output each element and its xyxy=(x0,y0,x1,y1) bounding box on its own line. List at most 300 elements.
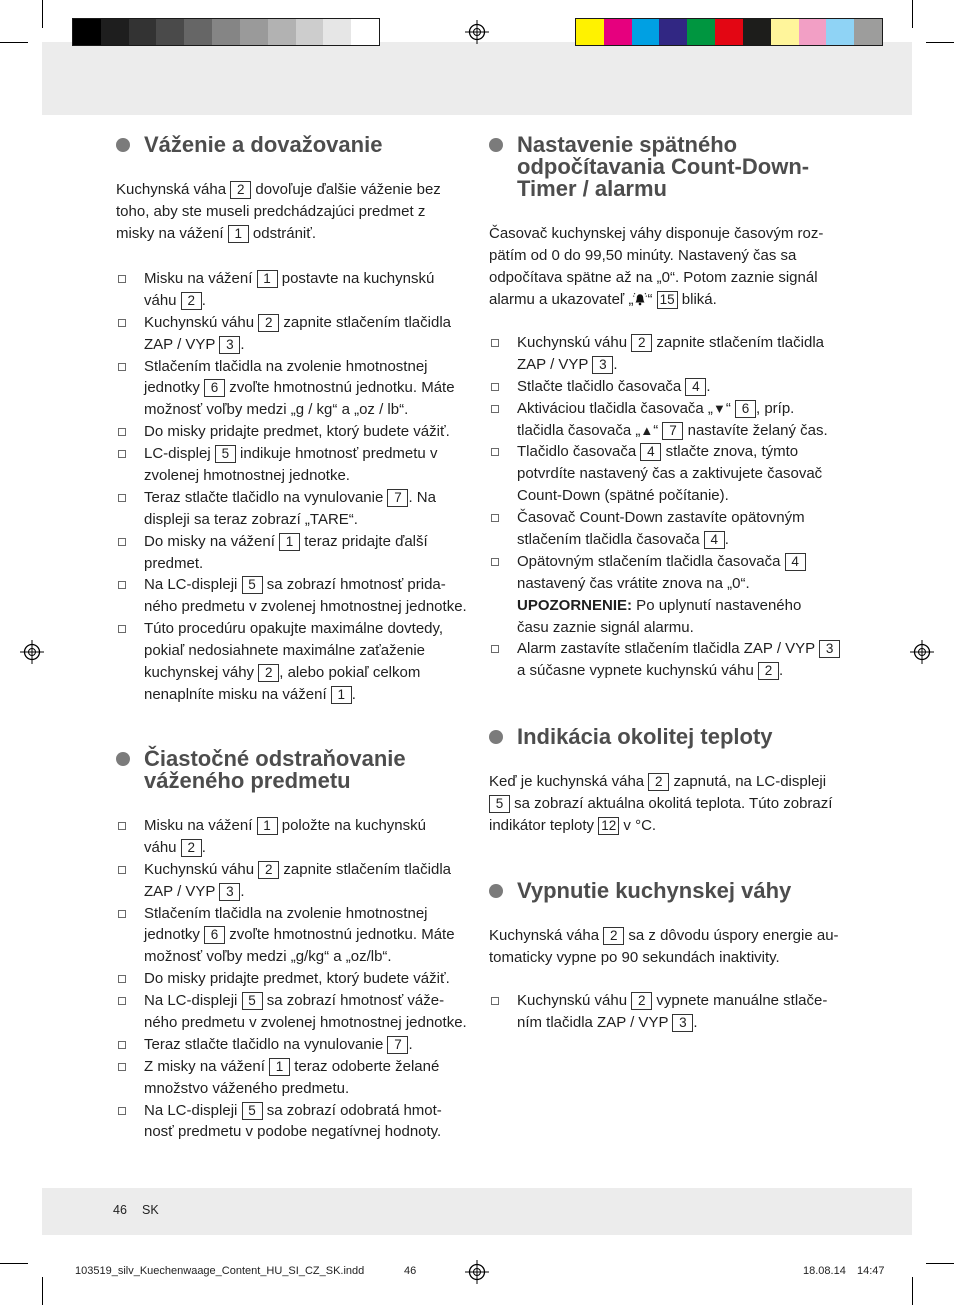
text-line xyxy=(144,487,467,509)
reference-number-box: 5 xyxy=(215,445,236,463)
square-bullet-icon xyxy=(118,625,126,633)
reference-number-box: 7 xyxy=(662,422,683,440)
text-run: odstrániť. xyxy=(248,224,317,242)
list-item xyxy=(116,312,467,356)
reference-number-box: 1 xyxy=(269,1058,290,1076)
text-run: času zaznie signál alarmu. xyxy=(517,618,694,636)
color-patch xyxy=(323,19,351,45)
text-line xyxy=(144,596,467,618)
grayscale-color-bar xyxy=(72,18,380,46)
list-item xyxy=(116,1034,467,1056)
text-line xyxy=(144,1100,467,1122)
switch-off-steps-list xyxy=(489,990,827,1034)
list-item xyxy=(489,398,840,442)
text-line xyxy=(144,574,467,596)
text-run: Indikácia okolitej teploty xyxy=(517,724,773,749)
text-run: ZAP / VYP xyxy=(144,335,220,353)
heading-partial-removal xyxy=(144,748,406,792)
color-patch xyxy=(799,19,827,45)
color-patch xyxy=(687,19,715,45)
text-line xyxy=(517,485,840,507)
text-line xyxy=(517,529,840,551)
text-line xyxy=(489,771,832,793)
text-run: . xyxy=(351,685,356,703)
text-run: . xyxy=(724,531,729,549)
square-bullet-icon xyxy=(118,363,126,371)
text-run: zapnite stlačením tlačidla xyxy=(279,860,452,878)
text-line xyxy=(517,617,840,639)
text-line xyxy=(489,289,823,311)
text-run: Aktiváciou tlačidla časovača „ xyxy=(517,399,713,417)
text-run: Timer / alarmu xyxy=(517,176,667,201)
color-patch xyxy=(73,19,101,45)
text-run: Stlačením tlačidla na zvolenie hmotnostnej xyxy=(144,904,428,922)
text-run: v °C. xyxy=(619,816,657,834)
text-run: ného predmetu v zvolenej hmotnostnej jednotke. xyxy=(144,598,467,616)
text-line xyxy=(517,156,809,178)
text-line xyxy=(489,267,823,289)
up-triangle-icon: ▲ xyxy=(640,422,654,438)
reference-number-box: 1 xyxy=(228,225,249,243)
color-patch xyxy=(715,19,743,45)
square-bullet-icon xyxy=(118,910,126,918)
text-run: Tlačidlo časovača xyxy=(517,443,641,461)
text-line xyxy=(144,662,467,684)
text-run: bliká. xyxy=(677,290,717,308)
text-run: Kuchynskú váhu xyxy=(144,313,259,331)
square-bullet-icon xyxy=(491,383,499,391)
text-run: Časovač Count-Down zastavíte opätovným xyxy=(517,509,805,527)
text-run: indikuje hmotnosť predmetu v xyxy=(235,445,438,463)
text-run: možnosť voľby medzi „g/kg“ a „oz/lb“. xyxy=(144,948,392,966)
text-run: sa zobrazí hmotnosť prida- xyxy=(262,576,446,594)
text-run: Čiastočné odstraňovanie xyxy=(144,746,406,771)
crop-mark xyxy=(926,42,954,43)
text-run: Váženie a dovažovanie xyxy=(144,132,383,157)
text-line xyxy=(517,441,840,463)
reference-number-box: 1 xyxy=(331,686,352,704)
text-run: nenaplníte misku na vážení xyxy=(144,685,331,703)
color-patch xyxy=(296,19,324,45)
crop-mark xyxy=(0,42,28,43)
registration-mark-icon xyxy=(465,20,489,44)
reference-number-box: 5 xyxy=(489,795,510,813)
text-run: sa zobrazí odobratá hmot- xyxy=(262,1101,442,1119)
reference-number-box: 7 xyxy=(387,489,408,507)
color-patch xyxy=(101,19,129,45)
reference-number-box: 6 xyxy=(204,926,225,944)
reference-number-box: 2 xyxy=(258,861,279,879)
heading-bullet-icon xyxy=(116,752,130,766)
square-bullet-icon xyxy=(118,1107,126,1115)
footer-band xyxy=(42,1188,912,1235)
partial-removal-steps-list xyxy=(116,815,467,1143)
square-bullet-icon xyxy=(118,1063,126,1071)
color-patch xyxy=(632,19,660,45)
square-bullet-icon xyxy=(491,997,499,1005)
timer-intro-paragraph xyxy=(489,223,823,311)
text-line xyxy=(144,268,467,290)
color-patch xyxy=(129,19,157,45)
heading-switch-off xyxy=(517,880,791,902)
text-run: sa zobrazí aktuálna okolitá teplota. Túto zobrazí xyxy=(510,794,833,812)
text-run: kuchynskej váhy xyxy=(144,664,259,682)
text-line xyxy=(489,223,823,245)
text-line xyxy=(144,531,467,553)
text-line xyxy=(144,290,467,312)
text-run: zvoľte hmotnostnú jednotku. Máte xyxy=(225,379,455,397)
text-run: Na LC-displeji xyxy=(144,1101,242,1119)
text-line xyxy=(517,726,773,748)
crop-mark xyxy=(912,1277,913,1305)
list-item xyxy=(489,332,840,376)
text-run: pätím od 0 do 99,50 minúty. Nastavený čas sa xyxy=(489,246,797,264)
text-run: “ xyxy=(725,399,735,417)
square-bullet-icon xyxy=(491,558,499,566)
text-line xyxy=(144,1012,467,1034)
text-line xyxy=(517,420,840,442)
registration-mark-icon xyxy=(20,640,44,664)
text-run: Kuchynskú váhu xyxy=(517,992,632,1009)
registration-mark-icon xyxy=(465,1260,489,1284)
square-bullet-icon xyxy=(118,1041,126,1049)
text-run: sa zobrazí hmotnosť váže- xyxy=(262,992,445,1010)
text-run: Do misky pridajte predmet, ktorý budete vážiť. xyxy=(144,423,450,441)
text-run: ZAP / VYP xyxy=(144,882,220,900)
text-run: Do misky pridajte predmet, ktorý budete vážiť. xyxy=(144,970,450,988)
reference-number-box: 6 xyxy=(204,379,225,397)
list-item xyxy=(489,551,840,639)
text-line xyxy=(144,134,382,156)
text-line xyxy=(144,640,467,662)
text-run: nosť predmetu v podobe negatívnej hodnoty. xyxy=(144,1123,442,1141)
text-run: alarmu a ukazovateľ „ xyxy=(489,290,634,308)
text-line xyxy=(144,903,467,925)
color-patch xyxy=(212,19,240,45)
reference-number-box: 4 xyxy=(685,378,706,396)
text-line xyxy=(489,245,823,267)
text-run: odpočítava spätne až na „0“. Potom zaznie signál xyxy=(489,268,818,286)
text-run: nastavený čas vrátite znova na „0“. xyxy=(517,574,750,592)
reference-number-box: 4 xyxy=(785,553,806,571)
text-line xyxy=(517,1012,827,1034)
color-patch xyxy=(184,19,212,45)
reference-number-box: 2 xyxy=(758,662,779,680)
text-line xyxy=(144,553,467,575)
text-run: Stlačením tlačidla na zvolenie hmotnostnej xyxy=(144,357,428,375)
heading-weighing-and-taring xyxy=(144,134,382,156)
text-run: jednotky xyxy=(144,926,205,944)
color-patch xyxy=(771,19,799,45)
text-run: postavte na kuchynskú xyxy=(277,270,435,287)
text-run: Na LC-displeji xyxy=(144,992,242,1010)
crop-mark xyxy=(926,1263,954,1264)
text-line xyxy=(517,354,840,376)
list-item xyxy=(116,487,467,531)
text-line xyxy=(517,660,840,682)
text-run: . xyxy=(693,1013,698,1031)
list-item xyxy=(489,376,840,398)
square-bullet-icon xyxy=(118,275,126,283)
text-run: . xyxy=(240,882,245,900)
note-label: UPOZORNENIE: xyxy=(517,596,633,614)
text-line xyxy=(144,881,467,903)
list-item xyxy=(116,443,467,487)
reference-number-box: 2 xyxy=(181,292,202,310)
text-run: stlačením tlačidla časovača xyxy=(517,531,704,549)
text-line xyxy=(144,1121,467,1143)
list-item xyxy=(489,990,827,1034)
reference-number-box: 1 xyxy=(257,270,278,288)
list-item xyxy=(116,531,467,575)
list-item xyxy=(116,356,467,422)
text-run: indikátor teploty xyxy=(489,816,599,834)
slug-file-name: 103519_silv_Kuechenwaage_Content_HU_SI_CZ_SK.indd xyxy=(75,1265,365,1277)
text-line xyxy=(517,551,840,573)
list-item xyxy=(116,968,467,990)
reference-number-box: 4 xyxy=(640,443,661,461)
text-run: tomaticky vypne po 90 sekundách inaktivity. xyxy=(489,948,780,966)
reference-number-box: 3 xyxy=(819,640,840,658)
list-item xyxy=(489,638,840,682)
color-patch xyxy=(240,19,268,45)
crop-mark xyxy=(0,1263,28,1264)
text-line xyxy=(489,793,832,815)
text-line xyxy=(489,815,832,837)
slug-date: 18.08.14 xyxy=(803,1265,846,1277)
color-patch xyxy=(854,19,882,45)
text-run: jednotky xyxy=(144,379,205,397)
color-patch xyxy=(351,19,379,45)
list-item xyxy=(489,507,840,551)
square-bullet-icon xyxy=(491,448,499,456)
text-run: Do misky na vážení xyxy=(144,532,280,550)
color-patch xyxy=(268,19,296,45)
text-run: Po uplynutí nastaveného xyxy=(632,596,802,614)
text-run: , príp. xyxy=(755,399,795,417)
text-run: váhu xyxy=(144,838,181,856)
list-item xyxy=(116,1056,467,1100)
text-run: stlačte znova, týmto xyxy=(661,443,799,461)
reference-number-box: 2 xyxy=(181,839,202,857)
reference-number-box: 12 xyxy=(598,817,619,835)
reference-number-box: 3 xyxy=(219,883,240,901)
text-run: misky na vážení xyxy=(116,224,228,242)
color-patch xyxy=(576,19,604,45)
text-line xyxy=(517,178,809,200)
text-run: . xyxy=(613,355,618,373)
crop-mark xyxy=(42,0,43,28)
reference-number-box: 15 xyxy=(657,291,678,309)
text-line xyxy=(144,465,467,487)
heading-bullet-icon xyxy=(489,138,503,152)
text-line xyxy=(517,376,840,398)
text-run: pokiaľ nedosiahnete maximálne zaťaženie xyxy=(144,642,426,660)
text-line xyxy=(517,398,840,420)
text-run: váženého predmetu xyxy=(144,768,351,793)
text-run: Alarm zastavíte stlačením tlačidla ZAP / VYP xyxy=(517,640,820,658)
text-run: toho, aby ste museli predchádzajúci predmet z xyxy=(116,202,426,220)
text-run: Nastavenie spätného xyxy=(517,132,738,157)
text-run: sa z dôvodu úspory energie au- xyxy=(624,927,839,944)
text-line xyxy=(517,595,840,617)
text-line xyxy=(116,223,441,245)
text-line xyxy=(517,990,827,1012)
reference-number-box: 3 xyxy=(672,1014,693,1032)
text-run: . xyxy=(408,1035,413,1053)
square-bullet-icon xyxy=(491,645,499,653)
text-run: Teraz stlačte tlačidlo na vynulovanie xyxy=(144,488,388,506)
reference-number-box: 5 xyxy=(242,992,263,1010)
text-line xyxy=(517,573,840,595)
heading-temperature-indication xyxy=(517,726,773,748)
text-line xyxy=(517,134,809,156)
text-run: ním tlačidla ZAP / VYP xyxy=(517,1013,673,1031)
text-run: váhu xyxy=(144,291,181,309)
reference-number-box: 2 xyxy=(631,334,652,352)
text-run: Túto procedúru opakujte maximálne dovtedy, xyxy=(144,620,444,638)
list-item xyxy=(116,990,467,1034)
heading-bullet-icon xyxy=(489,730,503,744)
text-line xyxy=(144,1078,467,1100)
reference-number-box: 2 xyxy=(648,773,669,791)
text-run: teraz pridajte ďalší xyxy=(300,532,428,550)
text-run: zapnite stlačením tlačidla xyxy=(279,313,452,331)
list-item xyxy=(116,421,467,443)
text-run: . xyxy=(778,662,784,680)
text-line xyxy=(144,968,467,990)
list-item xyxy=(116,618,467,706)
reference-number-box: 1 xyxy=(257,817,278,835)
page-number: 46 xyxy=(113,1203,127,1217)
text-run: Teraz stlačte tlačidlo na vynulovanie xyxy=(144,1035,388,1053)
text-run: . xyxy=(706,377,711,395)
text-line xyxy=(144,837,467,859)
text-run: LC-displej xyxy=(144,445,215,463)
text-run: zapnite stlačením tlačidla xyxy=(652,334,825,351)
text-line xyxy=(144,618,467,640)
text-run: . xyxy=(201,838,206,856)
square-bullet-icon xyxy=(491,514,499,522)
square-bullet-icon xyxy=(118,319,126,327)
text-line xyxy=(144,748,406,770)
square-bullet-icon xyxy=(118,428,126,436)
text-run: zvolenej hmotnostnej jednotke. xyxy=(144,467,350,485)
text-line xyxy=(144,1056,467,1078)
text-run: Stlačte tlačidlo časovača xyxy=(517,377,686,395)
reference-number-box: 5 xyxy=(242,576,263,594)
text-line xyxy=(144,859,467,881)
text-run: , alebo pokiaľ celkom xyxy=(279,664,421,682)
text-run: a súčasne vypnete kuchynskú váhu xyxy=(517,662,758,680)
text-line xyxy=(144,443,467,465)
text-run: ZAP / VYP xyxy=(517,355,593,373)
crop-mark xyxy=(42,1277,43,1305)
text-run: Kuchynskú váhu xyxy=(144,860,259,878)
alarm-bell-icon xyxy=(633,292,647,306)
text-run: Kuchynská váha xyxy=(116,181,231,198)
text-run: Misku na vážení xyxy=(144,817,257,834)
text-run: dovoľuje ďalšie váženie bez xyxy=(251,181,441,198)
reference-number-box: 6 xyxy=(735,400,756,418)
square-bullet-icon xyxy=(118,866,126,874)
text-line xyxy=(144,509,467,531)
color-patch xyxy=(156,19,184,45)
text-line xyxy=(144,421,467,443)
text-line xyxy=(116,201,441,223)
text-run: predmet. xyxy=(144,554,204,572)
reference-number-box: 2 xyxy=(258,314,279,332)
square-bullet-icon xyxy=(118,538,126,546)
temperature-paragraph xyxy=(489,771,832,837)
text-run: Vypnutie kuchynskej váhy xyxy=(517,878,792,903)
text-line xyxy=(517,332,840,354)
color-patch xyxy=(659,19,687,45)
list-item xyxy=(116,859,467,903)
text-run: vypnete manuálne stlače- xyxy=(652,992,828,1009)
text-run: Opätovným stlačením tlačidla časovača xyxy=(517,552,785,570)
heading-bullet-icon xyxy=(489,884,503,898)
text-run: Count-Down (spätné počítanie). xyxy=(517,487,729,505)
text-line xyxy=(144,334,467,356)
text-run: . xyxy=(201,291,206,309)
text-run: . Na xyxy=(408,488,436,506)
text-line xyxy=(489,947,839,969)
list-item xyxy=(116,574,467,618)
text-run: Keď je kuchynská váha xyxy=(489,773,649,790)
text-run: teraz odoberte želané xyxy=(290,1057,440,1075)
square-bullet-icon xyxy=(118,822,126,830)
language-code: SK xyxy=(142,1203,159,1217)
color-patch xyxy=(826,19,854,45)
slug-page: 46 xyxy=(404,1265,417,1277)
heading-bullet-icon xyxy=(116,138,130,152)
text-run: Misku na vážení xyxy=(144,270,257,287)
text-run: množstvo váženého predmetu. xyxy=(144,1079,350,1097)
text-line xyxy=(144,377,467,399)
text-run: Kuchynská váha xyxy=(489,927,604,944)
list-item xyxy=(116,815,467,859)
weighing-steps-list xyxy=(116,268,467,706)
crop-mark xyxy=(912,0,913,28)
text-run: nastavíte želaný čas. xyxy=(683,421,828,439)
text-run: potvrdíte nastavený čas a zaktivujete časovač xyxy=(517,465,823,483)
square-bullet-icon xyxy=(491,405,499,413)
text-run: odpočítavania Count-Down- xyxy=(517,154,810,179)
color-patch xyxy=(604,19,632,45)
list-item xyxy=(116,903,467,969)
reference-number-box: 7 xyxy=(387,1036,408,1054)
text-line xyxy=(144,815,467,837)
heading-countdown-timer xyxy=(517,134,809,200)
text-line xyxy=(144,312,467,334)
text-line xyxy=(517,638,840,660)
reference-number-box: 2 xyxy=(603,927,624,945)
text-line xyxy=(144,399,467,421)
reference-number-box: 1 xyxy=(279,533,300,551)
square-bullet-icon xyxy=(118,975,126,983)
text-run: Z misky na vážení xyxy=(144,1057,270,1075)
text-run: “ xyxy=(653,421,663,439)
weighing-intro-paragraph xyxy=(116,179,441,245)
text-run: tlačidla časovača „ xyxy=(517,421,641,439)
text-run: displeji sa teraz zobrazí „TARE“. xyxy=(144,510,358,528)
down-triangle-icon: ▼ xyxy=(712,400,726,416)
reference-number-box: 2 xyxy=(230,181,251,199)
text-line xyxy=(116,179,441,201)
text-run: možnosť voľby medzi „g / kg“ a „oz / lb“. xyxy=(144,401,409,419)
process-color-bar xyxy=(575,18,883,46)
